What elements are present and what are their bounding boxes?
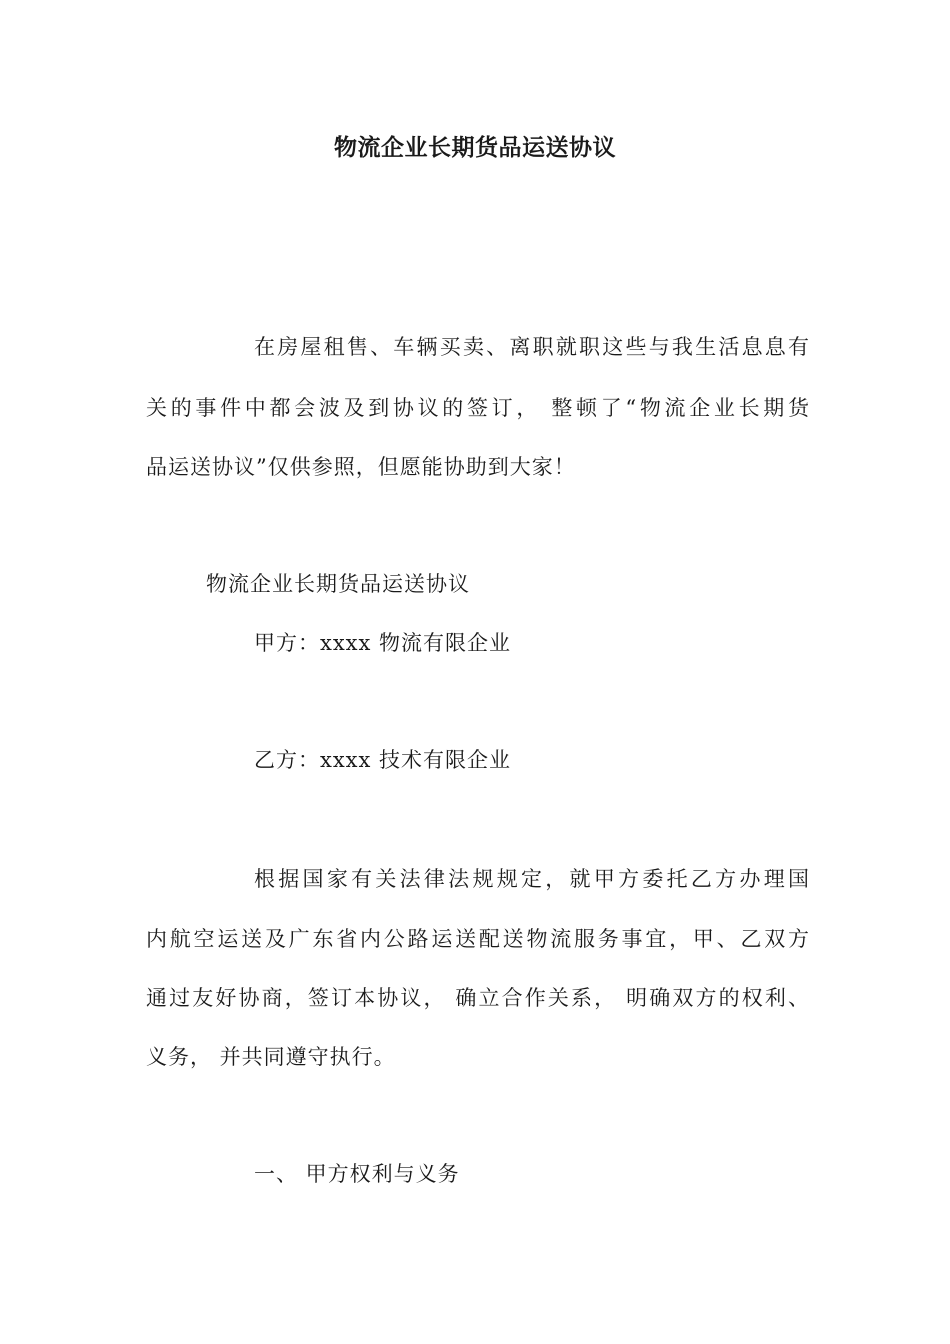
preamble-line-1: 根据国家有关法律法规规定，就甲方委托乙方办理国 xyxy=(254,867,810,891)
preamble-line-3: 通过友好协商，签订本协议， 确立合作关系， 明确双方的权利、 xyxy=(146,986,810,1010)
intro-line-1: 在房屋租售、车辆买卖、离职就职这些与我生活息息有 xyxy=(254,335,810,359)
preamble-line-4: 义务， 并共同遵守执行。 xyxy=(146,1045,396,1069)
party-a: 甲方：xxxx 物流有限企业 xyxy=(254,631,512,655)
contract-title: 物流企业长期货品运送协议 xyxy=(206,572,470,596)
intro-line-2: 关的事件中都会波及到协议的签订， 整顿了“物流企业长期货 xyxy=(146,396,810,420)
preamble-line-2: 内航空运送及广东省内公路运送配送物流服务事宜，甲、乙双方 xyxy=(146,927,810,951)
party-b: 乙方：xxxx 技术有限企业 xyxy=(254,748,512,772)
section-1-heading: 一、 甲方权利与义务 xyxy=(254,1162,460,1186)
intro-line-3: 品运送协议”仅供参照，但愿能协助到大家！ xyxy=(146,455,576,479)
document-title: 物流企业长期货品运送协议 xyxy=(334,135,616,161)
